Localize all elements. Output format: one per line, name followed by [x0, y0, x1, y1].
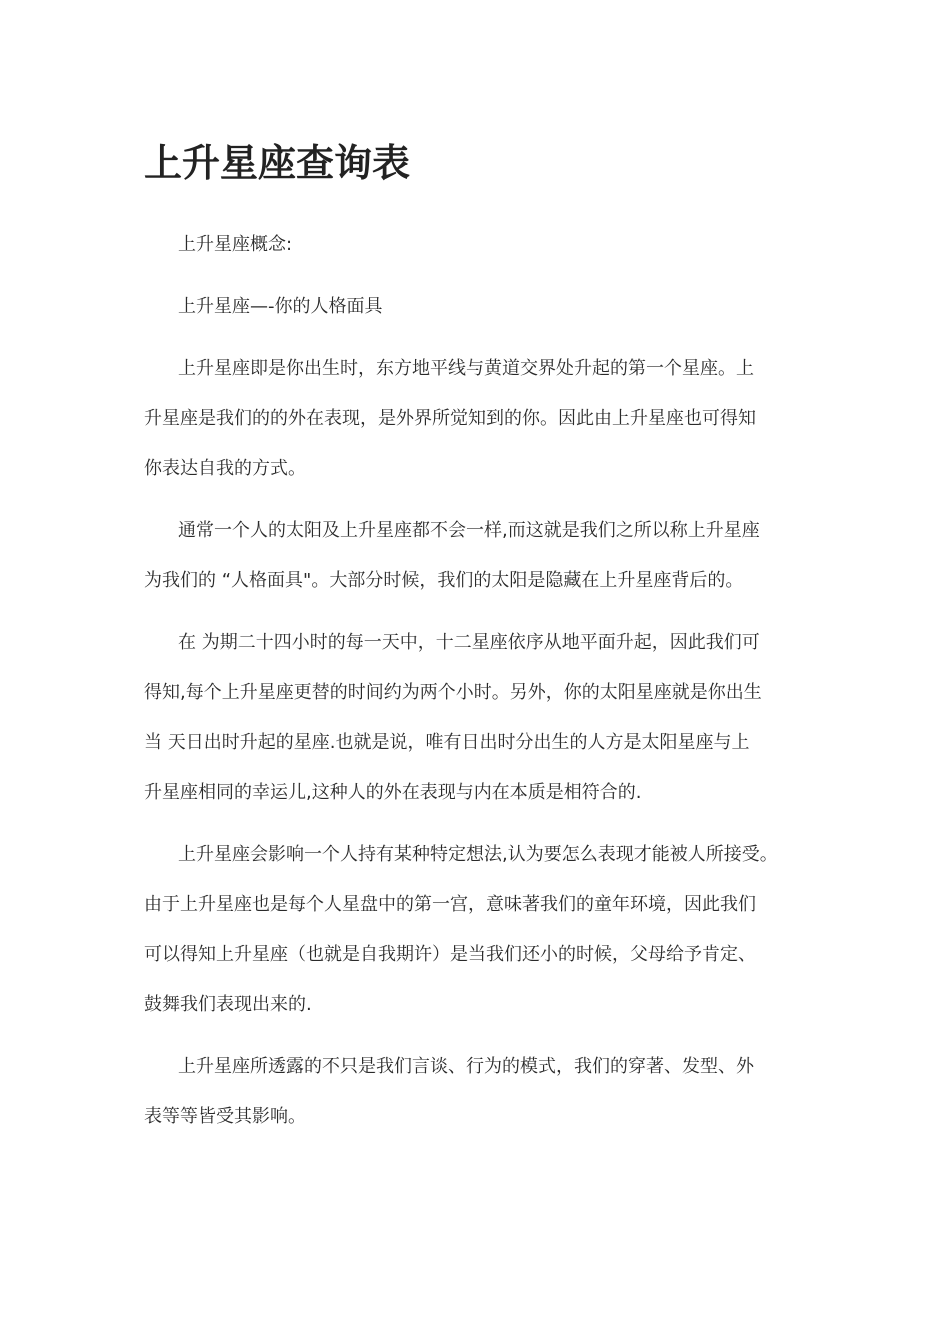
paragraph-line: 鼓舞我们表现出来的. — [144, 994, 312, 1015]
paragraph-line: 为我们的 “人格面具"。大部分时候，我们的太阳是隐藏在上升星座背后的。 — [144, 570, 744, 591]
paragraph-line: 得知,每个上升星座更替的时间约为两个小时。另外，你的太阳星座就是你出生 — [144, 682, 762, 703]
paragraph-line: 上升星座即是你出生时，东方地平线与黄道交界处升起的第一个星座。上 — [178, 358, 754, 379]
paragraph-subtitle — [144, 282, 808, 332]
paragraph-definition — [144, 344, 808, 494]
paragraph-line: 升星座相同的幸运儿,这种人的外在表现与内在本质是相符合的. — [144, 782, 642, 803]
paragraph-line: 由于上升星座也是每个人星盘中的第一宫，意味著我们的童年环境，因此我们 — [144, 894, 756, 915]
paragraph-influence — [144, 830, 808, 1030]
paragraph-line: 上升星座—-你的人格面具 — [178, 296, 383, 317]
paragraph-persona — [144, 506, 808, 606]
paragraph-line: 通常一个人的太阳及上升星座都不会一样,而这就是我们之所以称上升星座 — [178, 520, 760, 541]
document-title: 上升星座查询表 — [144, 141, 411, 185]
paragraph-line: 你表达自我的方式。 — [144, 458, 306, 479]
paragraph-line: 上升星座会影响一个人持有某种特定想法,认为要怎么表现才能被人所接受。 — [178, 844, 778, 865]
paragraph-timing — [144, 618, 808, 818]
paragraph-line: 当 天日出时升起的星座.也就是说，唯有日出时分出生的人方是太阳星座与上 — [144, 732, 750, 753]
paragraph-line: 上升星座概念: — [178, 234, 293, 255]
paragraph-line: 升星座是我们的的外在表现，是外界所觉知到的你。因此由上升星座也可得知 — [144, 408, 756, 429]
document-body — [144, 220, 808, 1154]
paragraph-line: 在 为期二十四小时的每一天中，十二星座依序从地平面升起，因此我们可 — [178, 632, 760, 653]
paragraph-appearance — [144, 1042, 808, 1142]
paragraph-line: 可以得知上升星座（也就是自我期许）是当我们还小的时候，父母给予肯定、 — [144, 944, 756, 965]
paragraph-line: 上升星座所透露的不只是我们言谈、行为的模式，我们的穿著、发型、外 — [178, 1056, 754, 1077]
paragraph-line: 表等等皆受其影响。 — [144, 1106, 306, 1127]
paragraph-concept-heading — [144, 220, 808, 270]
